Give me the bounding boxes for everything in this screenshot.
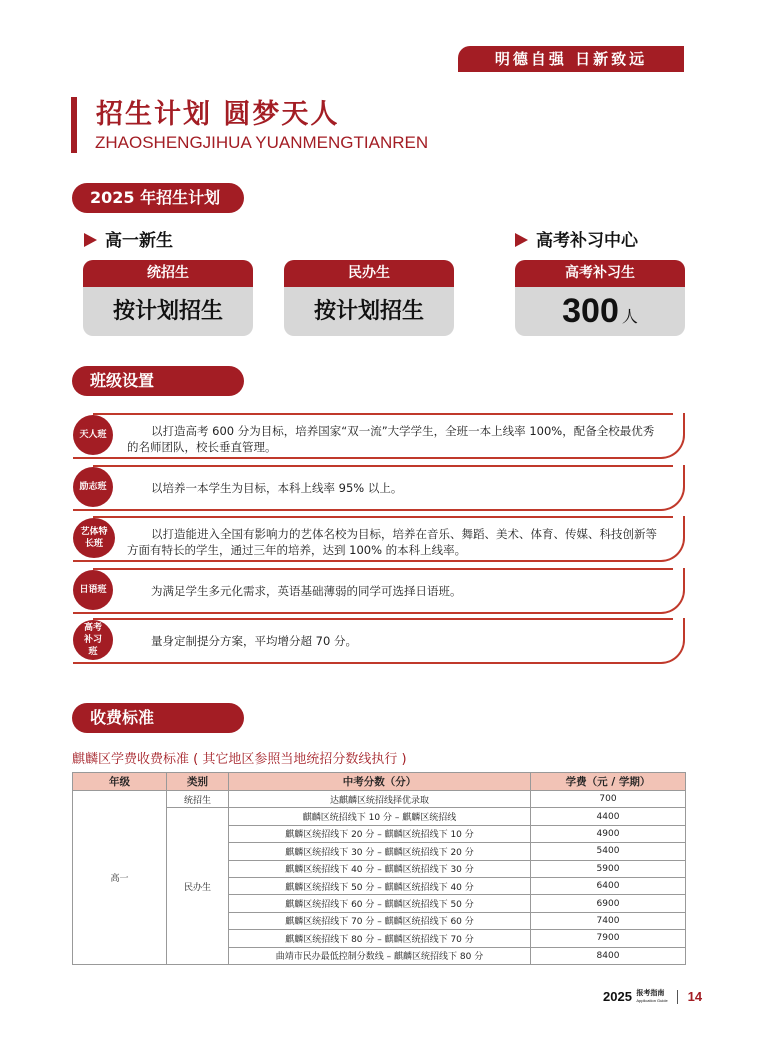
fee-cell: 4400 [531, 808, 686, 825]
triangle-arrow-icon [84, 233, 97, 247]
classes-heading: 班级设置 [72, 366, 244, 396]
fee-cell: 700 [531, 791, 686, 808]
page-number: 14 [687, 989, 703, 1004]
motto-banner: 明德自强 日新致远 [458, 46, 684, 72]
col-header-score: 中考分数（分） [229, 773, 531, 791]
fees-heading: 收费标准 [72, 703, 244, 733]
score-cell: 麒麟区统招线下 30 分 – 麒麟区统招线下 20 分 [229, 843, 531, 860]
footer-divider [677, 990, 678, 1004]
fee-cell: 5400 [531, 843, 686, 860]
class-description: 以打造高考 600 分为目标，培养国家“双一流”大学学生，全班一本上线率 100%，配备全校最优秀的名师团队，校长垂直管理。 [127, 424, 655, 454]
class-badge: 天人班 [73, 415, 113, 455]
col-header-grade: 年级 [73, 773, 167, 791]
section-repeat-center [515, 226, 638, 251]
section-label: 高考补习中心 [536, 231, 638, 251]
score-cell: 麒麟区统招线下 60 分 – 麒麟区统招线下 50 分 [229, 895, 531, 912]
score-cell: 麒麟区统招线下 20 分 – 麒麟区统招线下 10 分 [229, 825, 531, 842]
grade-cell: 高一 [73, 791, 167, 965]
class-description: 以打造能进入全国有影响力的艺体名校为目标，培养在音乐、舞蹈、美术、体育、传媒、科技创新等方面有特长的学生，通过三年的培养，达到 100% 的本科上线率。 [127, 527, 657, 557]
page-footer [603, 988, 702, 1006]
table-header-row [73, 773, 686, 791]
class-row-tianren [73, 413, 685, 459]
class-row-riyu [73, 568, 685, 614]
card-head: 民办生 [284, 260, 454, 287]
card-number: 300 [562, 292, 619, 330]
card-head: 统招生 [83, 260, 253, 287]
class-row-lizhi [73, 465, 685, 511]
title-accent-bar [71, 97, 77, 153]
card-body [515, 287, 685, 336]
fee-cell: 5900 [531, 860, 686, 877]
class-description: 为满足学生多元化需求，英语基础薄弱的同学可选择日语班。 [151, 584, 462, 598]
class-description: 以培养一本学生为目标，本科上线率 95% 以上。 [151, 481, 403, 495]
score-cell: 麒麟区统招线下 40 分 – 麒麟区统招线下 30 分 [229, 860, 531, 877]
score-cell: 麒麟区统招线下 70 分 – 麒麟区统招线下 60 分 [229, 912, 531, 929]
fee-cell: 7900 [531, 930, 686, 947]
plan-card-minban [284, 260, 454, 336]
class-badge: 高考补习班 [73, 620, 113, 660]
footer-guide: 报考指南 Application Guide [636, 990, 668, 1004]
page-title: 招生计划 圆梦天人 [96, 99, 340, 130]
fee-cell: 6900 [531, 895, 686, 912]
page-subtitle: ZHAOSHENGJIHUA YUANMENGTIANREN [95, 133, 429, 152]
fee-cell: 7400 [531, 912, 686, 929]
card-head: 高考补习生 [515, 260, 685, 287]
class-row-yiti [73, 516, 685, 562]
fee-cell: 6400 [531, 877, 686, 894]
category-cell: 民办生 [167, 808, 229, 965]
class-badge: 日语班 [73, 570, 113, 610]
section-label: 高一新生 [105, 231, 173, 251]
col-header-fee: 学费（元 / 学期） [531, 773, 686, 791]
footer-year: 2025 [603, 989, 632, 1004]
score-cell: 麒麟区统招线下 50 分 – 麒麟区统招线下 40 分 [229, 877, 531, 894]
card-body: 按计划招生 [112, 299, 223, 324]
triangle-arrow-icon [515, 233, 528, 247]
score-cell: 麒麟区统招线下 10 分 – 麒麟区统招线 [229, 808, 531, 825]
score-cell: 达麒麟区统招线择优录取 [229, 791, 531, 808]
table-row [73, 791, 686, 808]
card-unit: 人 [621, 307, 638, 326]
col-header-category: 类别 [167, 773, 229, 791]
fee-cell: 8400 [531, 947, 686, 964]
category-cell: 统招生 [167, 791, 229, 808]
score-cell: 麒麟区统招线下 80 分 – 麒麟区统招线下 70 分 [229, 930, 531, 947]
class-description: 量身定制提分方案，平均增分超 70 分。 [151, 634, 357, 648]
plan-card-repeat [515, 260, 685, 336]
fee-table [72, 772, 686, 965]
fee-cell: 4900 [531, 825, 686, 842]
class-badge: 励志班 [73, 467, 113, 507]
card-body: 按计划招生 [313, 299, 424, 324]
score-cell: 曲靖市民办最低控制分数线 – 麒麟区统招线下 80 分 [229, 947, 531, 964]
section-senior-one [84, 226, 173, 251]
plan-card-tongzhao [83, 260, 253, 336]
class-row-buxi [73, 618, 685, 664]
class-badge: 艺体特长班 [73, 518, 115, 558]
plan-heading: 2025 年招生计划 [72, 183, 244, 213]
fee-table-caption: 麒麟区学费收费标准 ( 其它地区参照当地统招分数线执行 ) [72, 752, 407, 767]
